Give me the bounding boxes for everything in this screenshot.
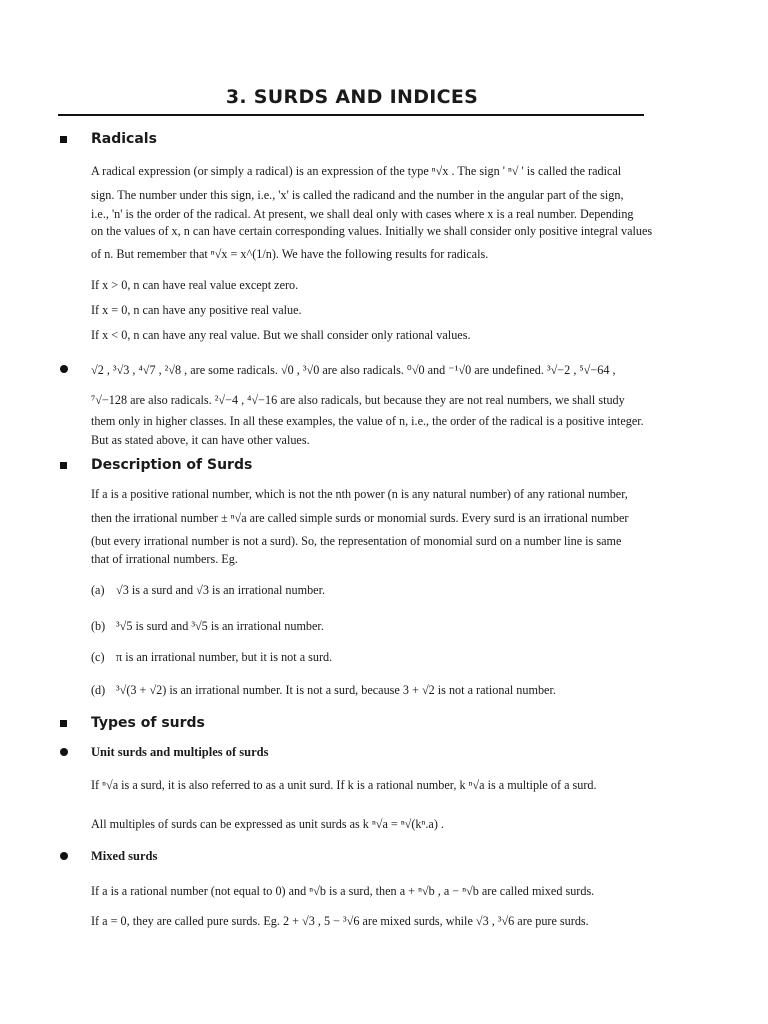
paragraph-line: then the irrational number ± ⁿ√a are called simple surds or monomial surds. Every surd is an irrational number bbox=[91, 511, 629, 525]
section-heading-description: Description of Surds bbox=[91, 457, 253, 473]
paragraph-line: (but every irrational number is not a surd). So, the representation of monomial surd on a number line is same bbox=[91, 534, 622, 548]
paragraph-line: If a = 0, they are called pure surds. Eg. 2 + √3 , 5 − ³√6 are mixed surds, while √3 , ³√6 are pure surds. bbox=[91, 914, 589, 928]
round-bullet-icon bbox=[60, 748, 68, 756]
paragraph-line: that of irrational numbers. Eg. bbox=[91, 552, 238, 566]
title-rule bbox=[58, 114, 644, 116]
examples-line: √2 , ³√3 , ⁴√7 , ²√8 , are some radicals. √0 , ³√0 are also radicals. ⁰√0 and ⁻¹√0 are undefined. ³√−2 , ⁵√−64 , bbox=[91, 363, 616, 377]
paragraph-line: on the values of x, n can have certain corresponding values. Initially we shall consider only positive integral values bbox=[91, 224, 653, 238]
paragraph-line: sign. The number under this sign, i.e., 'x' is called the radicand and the number in the angular part of the sign, bbox=[91, 188, 624, 202]
paragraph-line: A radical expression (or simply a radical) is an expression of the type ⁿ√x . The sign ' ⁿ√ ' is called the radical bbox=[91, 164, 622, 178]
paragraph-line: If a is a rational number (not equal to 0) and ⁿ√b is a surd, then a + ⁿ√b , a − ⁿ√b are called mixed surds. bbox=[91, 884, 595, 898]
subheading-unit-surds: Unit surds and multiples of surds bbox=[91, 745, 269, 759]
rule-line: If x = 0, n can have any positive real value. bbox=[91, 303, 302, 317]
paragraph-line: i.e., 'n' is the order of the radical. At present, we shall deal only with cases where x is a real number. Depending bbox=[91, 207, 634, 221]
paragraph-line: If ⁿ√a is a surd, it is also referred to as a unit surd. If k is a rational number, k ⁿ√a is a multiple of a surd. bbox=[91, 778, 597, 792]
section-heading-radicals: Radicals bbox=[91, 131, 157, 147]
page-title: 3. SURDS AND INDICES bbox=[225, 86, 479, 108]
paragraph-line: All multiples of surds can be expressed as unit surds as k ⁿ√a = ⁿ√(kⁿ.a) . bbox=[91, 817, 444, 831]
examples-line: But as stated above, it can have other values. bbox=[91, 433, 310, 447]
item-text: √3 is a surd and √3 is an irrational number. bbox=[116, 583, 326, 597]
square-bullet-icon bbox=[60, 136, 67, 143]
paragraph-line: of n. But remember that ⁿ√x = x^(1/n). We have the following results for radicals. bbox=[91, 247, 489, 261]
item-label: (a) bbox=[91, 583, 105, 597]
round-bullet-icon bbox=[60, 365, 68, 373]
item-text: π is an irrational number, but it is not a surd. bbox=[116, 650, 333, 664]
round-bullet-icon bbox=[60, 852, 68, 860]
subheading-mixed-surds: Mixed surds bbox=[91, 849, 158, 863]
item-text: ³√(3 + √2) is an irrational number. It is not a surd, because 3 + √2 is not a rational number. bbox=[116, 683, 556, 697]
square-bullet-icon bbox=[60, 462, 67, 469]
item-label: (c) bbox=[91, 650, 105, 664]
item-text: ³√5 is surd and ³√5 is an irrational number. bbox=[116, 619, 324, 633]
square-bullet-icon bbox=[60, 720, 67, 727]
rule-line: If x < 0, n can have any real value. But we shall consider only rational values. bbox=[91, 328, 471, 342]
examples-line: them only in higher classes. In all these examples, the value of n, i.e., the order of the radical is a positive integer. bbox=[91, 414, 644, 428]
examples-line: ⁷√−128 are also radicals. ²√−4 , ⁴√−16 are also radicals, but because they are not real numbers, we shall study bbox=[91, 393, 625, 407]
item-label: (d) bbox=[91, 683, 106, 697]
paragraph-line: If a is a positive rational number, which is not the nth power (n is any natural number) of any rational number, bbox=[91, 487, 628, 501]
section-heading-types: Types of surds bbox=[91, 715, 205, 731]
item-label: (b) bbox=[91, 619, 106, 633]
rule-line: If x > 0, n can have real value except zero. bbox=[91, 278, 299, 292]
